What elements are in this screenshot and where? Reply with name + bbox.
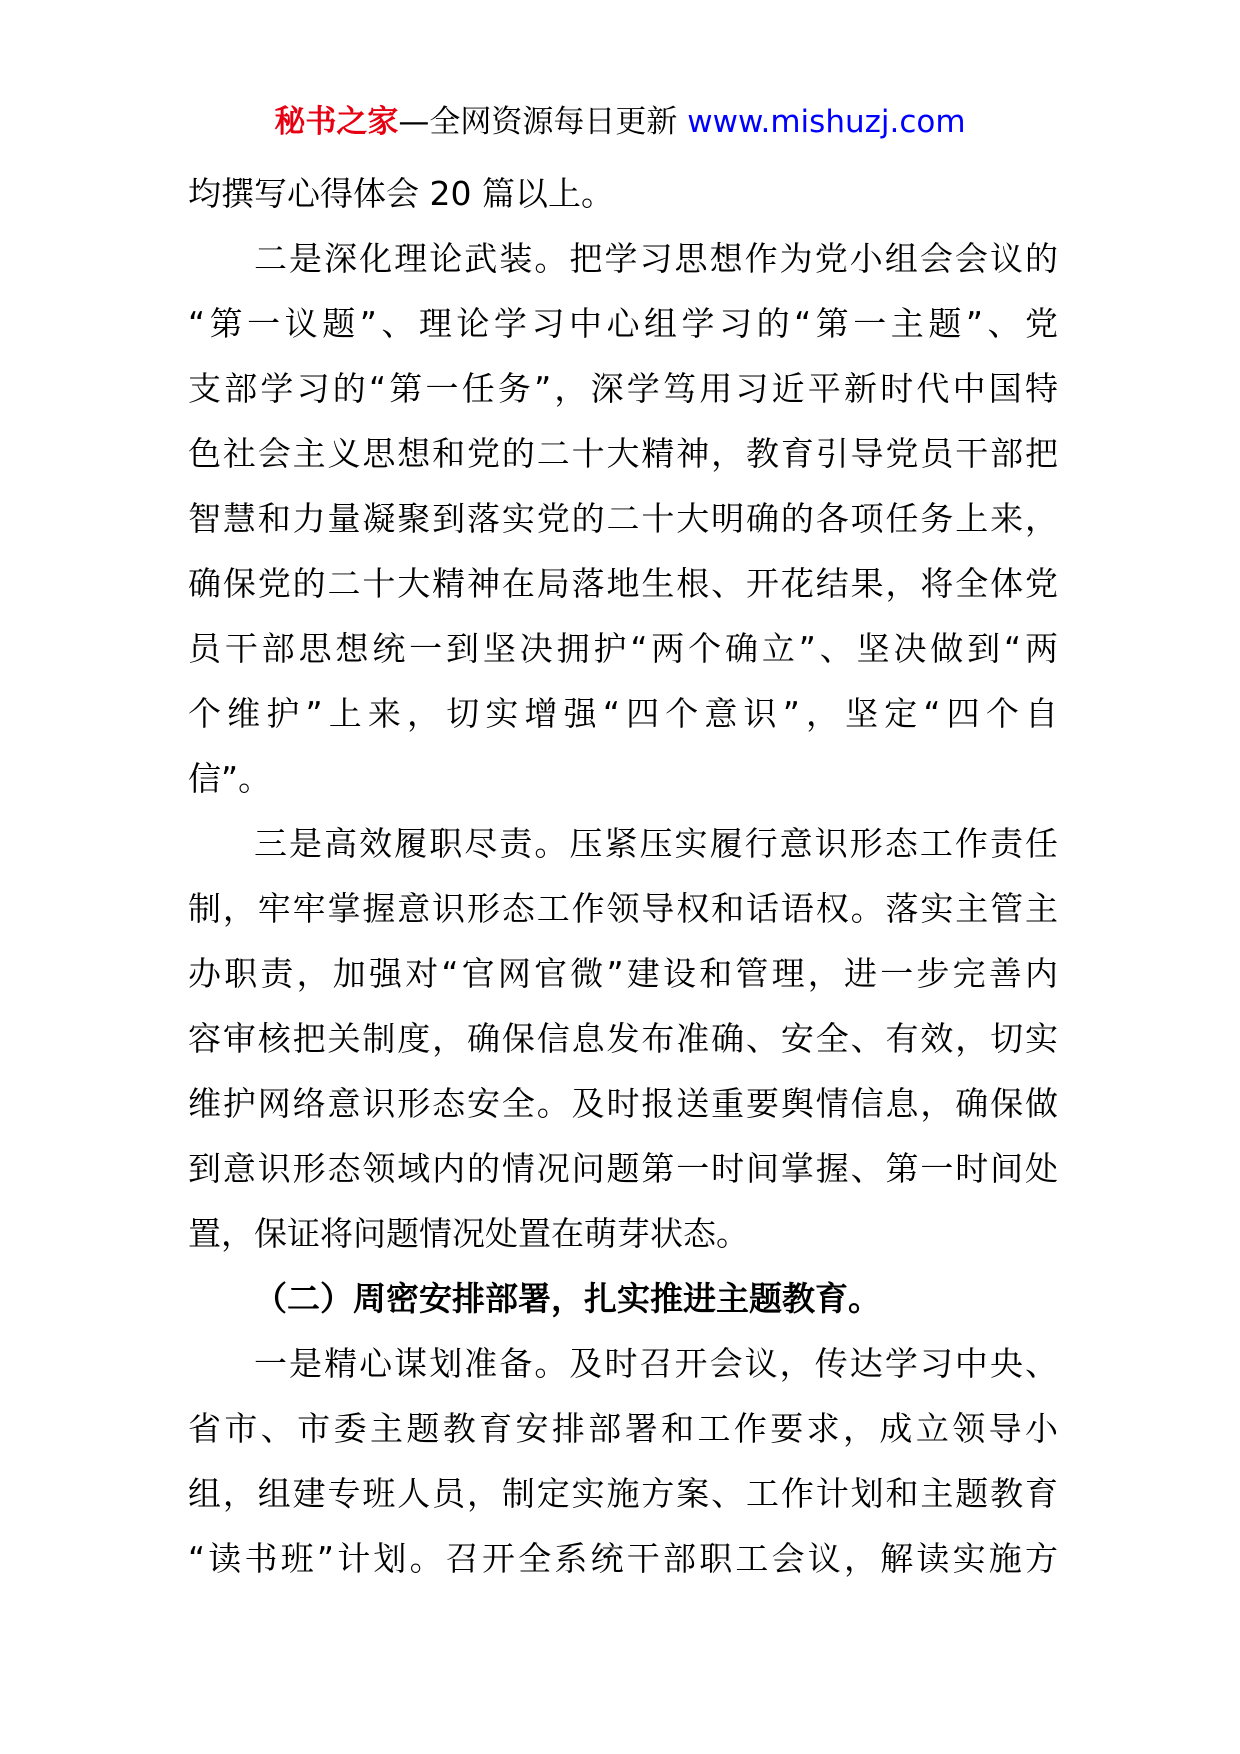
paragraph-start: 一是精心谋划准备。及时召开会议，传达学习中央、 [254,1344,1058,1383]
section-heading: （二）周密安排部署，扎实推进主题教育。 [254,1279,881,1318]
text-line: 确保党的二十大精神在局落地生根、开花结果，将全体党 [188,564,1058,603]
brand-name: 秘书之家 [274,104,399,140]
text-line: 置，保证将问题情况处置在萌芽状态。 [188,1214,749,1253]
paragraph-start: 三是高效履职尽责。压紧压实履行意识形态工作责任 [254,824,1058,863]
text-line: 智慧和力量凝聚到落实党的二十大明确的各项任务上来， [188,499,1058,538]
text-line: “读书班”计划。召开全系统干部职工会议，解读实施方 [188,1539,1058,1578]
text-line: 均撰写心得体会 20 篇以上。 [188,174,614,213]
text-line: 员干部思想统一到坚决拥护“两个确立”、坚决做到“两 [188,629,1058,668]
header-tagline: —全网资源每日更新 [398,104,688,140]
site-url-link[interactable]: www.mishuzj.com [687,104,966,140]
site-watermark-header [0,100,1240,144]
text-line: 支部学习的“第一任务”，深学笃用习近平新时代中国特 [188,369,1058,408]
text-line: 信”。 [188,759,272,798]
text-line: 个维护”上来，切实增强“四个意识”，坚定“四个自 [188,694,1058,733]
text-line: 制，牢牢掌握意识形态工作领导权和话语权。落实主管主 [188,889,1058,928]
text-line: 维护网络意识形态安全。及时报送重要舆情信息，确保做 [188,1084,1058,1123]
paragraph-start: 二是深化理论武装。把学习思想作为党小组会会议的 [254,239,1058,278]
text-line: 省市、市委主题教育安排部署和工作要求，成立领导小 [188,1409,1058,1448]
text-line: 容审核把关制度，确保信息发布准确、安全、有效，切实 [188,1019,1058,1058]
text-line: 到意识形态领域内的情况问题第一时间掌握、第一时间处 [188,1149,1058,1188]
text-line: 色社会主义思想和党的二十大精神，教育引导党员干部把 [188,434,1058,473]
text-line: 组，组建专班人员，制定实施方案、工作计划和主题教育 [188,1474,1058,1513]
text-line: 办职责，加强对“官网官微”建设和管理，进一步完善内 [188,954,1058,993]
document-body [188,161,1058,1591]
text-line: “第一议题”、理论学习中心组学习的“第一主题”、党 [188,304,1058,343]
